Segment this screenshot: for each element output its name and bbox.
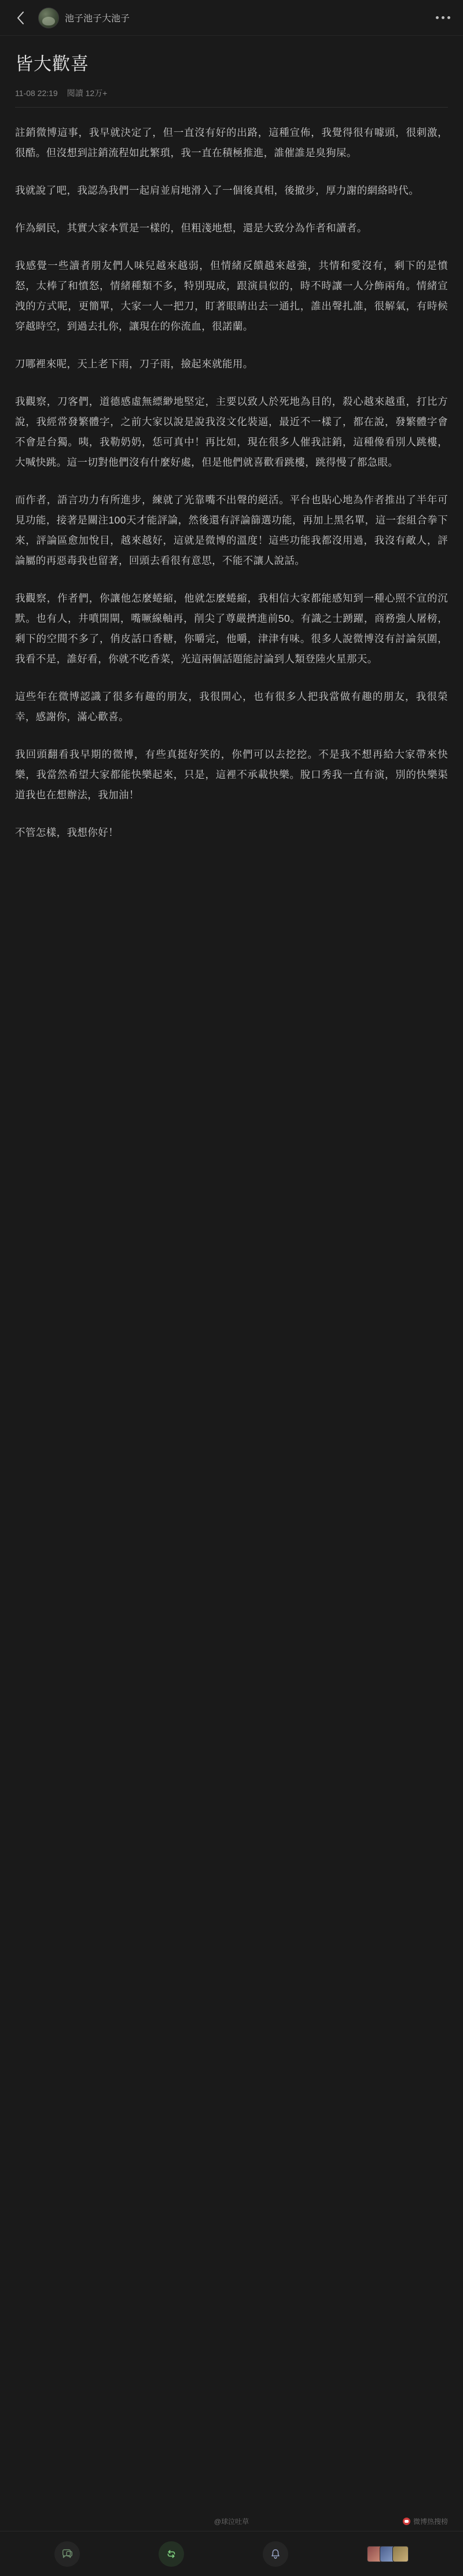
page-title: 皆大歡喜 bbox=[15, 54, 89, 74]
author-name: 池子池子大池子 bbox=[65, 14, 130, 24]
author-chip[interactable] bbox=[38, 8, 428, 28]
comment-icon[interactable] bbox=[54, 2541, 80, 2567]
watermark-right bbox=[403, 2516, 448, 2526]
paragraph: 刀哪裡來呢，天上老下雨，刀子雨，撿起來就能用。 bbox=[15, 358, 253, 370]
post-date: 11-08 22:19 bbox=[15, 88, 58, 98]
paragraph: 我觀察，作者們，你讓他怎麼蜷縮，他就怎麼蜷縮，我相信大家都能感知到一種心照不宣的沉默。也有人，井噴開閘，嘴噘線軸再，削尖了尊嚴擠進前50。有識之士踴躍，商務強人屠榜，剩下的空間不多了，俏皮話口香糖，你嚼完，他嚼，津津有味。很多人說微博沒有討論氛圍，我看不是，誰好看，你就不吃香菜，光這兩個話題能討論到人類登陸火星那天。 bbox=[15, 592, 448, 665]
paragraph: 而作者，語言功力有所進步，練就了光靠嘴不出聲的絕活。平台也貼心地為作者推出了半年可見功能，接著是關注100天才能評論，然後還有評論篩選功能，再加上黑名單，這一套組合拳下來，評論區愈加悅目，越來越好，這就是微博的溫度！這些功能我都沒用過，我沒有敵人，評論屬的再惡毒我也留著，回頭去看很有意思，不能不讓人說話。 bbox=[15, 493, 448, 566]
back-chevron-icon[interactable] bbox=[13, 10, 28, 25]
meta-divider bbox=[15, 107, 448, 108]
repost-recycle-icon[interactable] bbox=[159, 2541, 184, 2567]
read-count: 閱讀 12万+ bbox=[67, 88, 108, 98]
paragraph: 這些年在微博認識了很多有趣的朋友，我很開心，也有很多人把我當做有趣的朋友，我很榮幸，感謝你，滿心歡喜。 bbox=[15, 690, 448, 723]
paragraph: 我回頭翻看我早期的微博，有些真挺好笑的，你們可以去挖挖。不是我不想再給大家帶來快樂，我當然希望大家都能快樂起來，只是，這裡不承載快樂。脫口秀我一直有演，別的快樂渠道我也在想辦法，我加油！ bbox=[15, 748, 448, 801]
paragraph: 我觀察，刀客們，道德感虛無縹緲地堅定，主要以致人於死地為目的，殺心越來越重，打比方說，我經常發繁體字，之前大家以說是說我沒文化裝逼，最近不一樣了，都在說，發繁體字會不會是台獨。咦，我勒奶奶，恁可真中！再比如，現在很多人催我註銷，這種像看別人跳樓，大喊快跳。這一切對他們沒有什麼好處，但是他們就喜歡看跳樓，跳得慢了都急眼。 bbox=[15, 395, 448, 468]
more-dots-icon[interactable] bbox=[428, 16, 450, 19]
paragraph: 註銷微博這事，我早就決定了，但一直沒有好的出路，這種宣佈，我覺得很有噱頭，很刺激，很酷。但沒想到註銷流程如此繁瑣，我一直在積極推進，誰催誰是臭狗屎。 bbox=[15, 126, 448, 159]
paragraph: 不管怎樣，我想你好！ bbox=[15, 826, 119, 838]
weibo-logo-icon bbox=[403, 2518, 410, 2525]
avatar[interactable] bbox=[38, 8, 59, 28]
paragraph: 作為網民，其實大家本質是一樣的，但粗淺地想，還是大致分為作者和讀者。 bbox=[15, 222, 368, 234]
watermark-right-text: 微博热搜榜 bbox=[413, 2518, 448, 2526]
watermark-center-text: @球泣吐草 bbox=[214, 2518, 249, 2526]
paragraph: 我就說了吧，我認為我們一起肩並肩地滑入了一個後真相，後撤步，厚力謝的網絡時代。 bbox=[15, 184, 420, 196]
article-container bbox=[0, 36, 463, 2531]
post-body bbox=[15, 123, 448, 843]
watermark-center bbox=[214, 2516, 249, 2526]
reader-avatar bbox=[392, 2546, 409, 2562]
bottom-action-bar bbox=[0, 2531, 463, 2576]
notification-bell-icon[interactable] bbox=[263, 2541, 288, 2567]
paragraph: 我感覺一些讀者朋友們人味兒越來越弱，但情緒反饋越來越強，共情和愛沒有，剩下的是憤怒，太棒了和憤怒，情緒種類不多，特別現成，跟演員似的，時不時讓一人分飾兩角。情緒宣洩的方式呢，更簡單，大家一人一把刀，盯著眼睛出去一通扎，誰出聲扎誰，很解氣，有時候穿越時空，到過去扎你，讓現在的你流血，很諾蘭。 bbox=[15, 259, 448, 332]
post-meta bbox=[15, 87, 448, 99]
top-navigation-bar bbox=[0, 0, 463, 36]
reader-avatars[interactable] bbox=[367, 2546, 409, 2562]
